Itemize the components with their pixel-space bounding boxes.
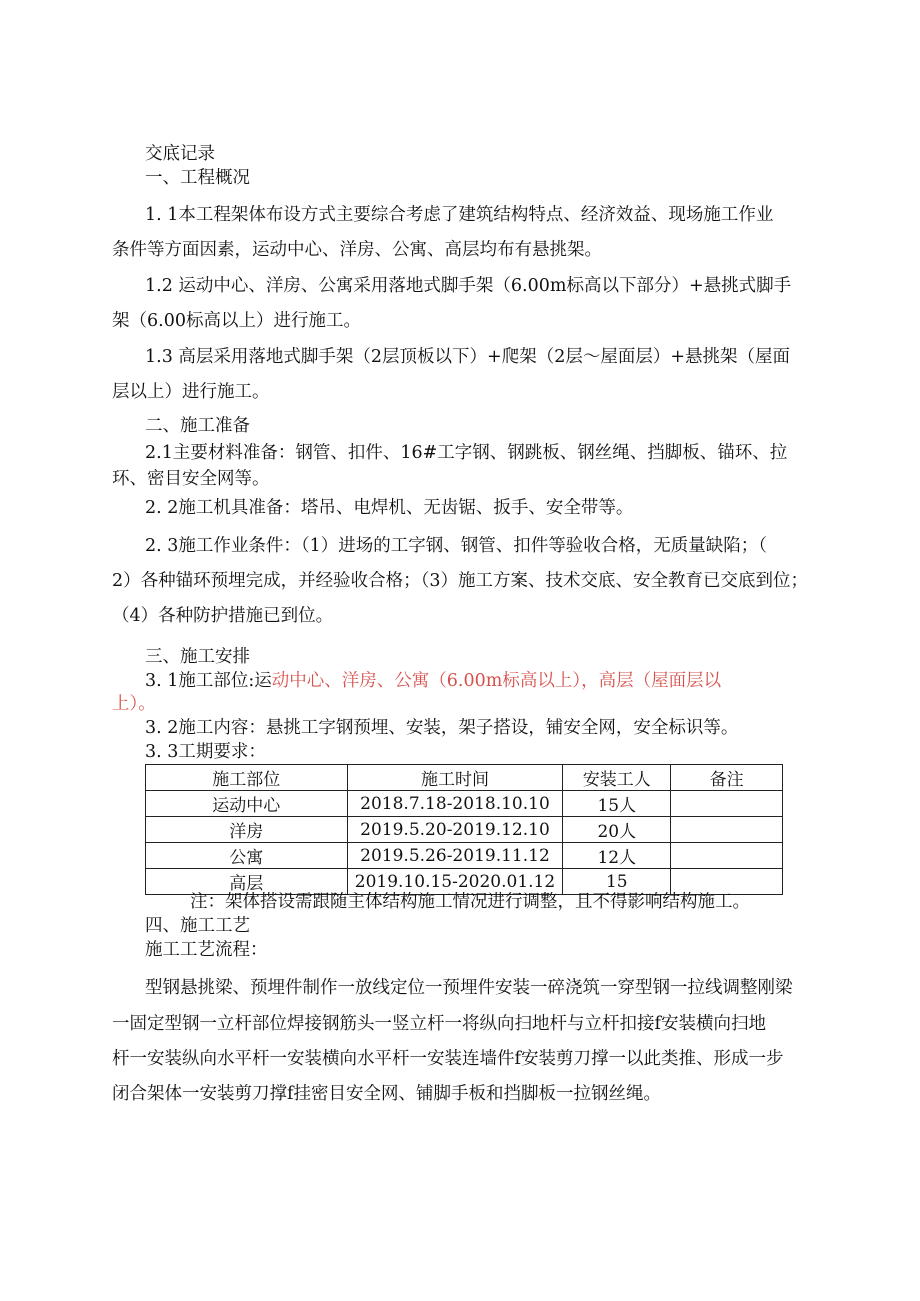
- paragraph-3-1-highlight: 动中心、洋房、公寓（6.00m标高以上），高层（屋面层以: [271, 671, 722, 691]
- paragraph-3-2: 3. 2施工内容：悬挑工字钢预埋、安装，架子搭设，铺安全网，安全标识等。: [145, 718, 739, 738]
- schedule-table: [145, 764, 783, 895]
- document-title: 交底记录: [145, 144, 215, 164]
- table-row: [146, 817, 783, 843]
- table-cell: 高层: [146, 869, 348, 895]
- table-header-cell: 施工部位: [146, 765, 348, 791]
- table-cell: 2019.5.26-2019.11.12: [347, 843, 563, 869]
- table-header-cell: 备注: [671, 765, 783, 791]
- paragraph-2-3-line-1: 2. 3施工作业条件：（1）进场的工字钢、钢管、扣件等验收合格，无质量缺陷；（: [145, 536, 768, 556]
- paragraph-3-3: 3. 3工期要求：: [145, 742, 266, 762]
- paragraph-1-3-line-1: 1.3 高层采用落地式脚手架（2层顶板以下）+爬架（2层～屋面层）+悬挑架（屋面: [145, 347, 790, 367]
- table-header-cell: 安装工人: [563, 765, 671, 791]
- paragraph-3-1-line-2: 上）。: [112, 694, 156, 714]
- table-cell: [671, 843, 783, 869]
- section-4-heading: 四、施工工艺: [145, 916, 250, 936]
- section-3-heading: 三、施工安排: [145, 647, 250, 667]
- paragraph-2-3-line-3: （4）各种防护措施已到位。: [112, 606, 334, 626]
- table-header-row: [146, 765, 783, 791]
- paragraph-1-3-line-2: 层以上）进行施工。: [112, 382, 270, 402]
- table-cell: [671, 817, 783, 843]
- table-cell: [671, 791, 783, 817]
- table-row: [146, 791, 783, 817]
- process-flow-heading: 施工工艺流程：: [145, 940, 268, 960]
- table-cell: 公寓: [146, 843, 348, 869]
- table-cell: 15人: [563, 791, 671, 817]
- paragraph-3-1-line-1: [145, 669, 835, 693]
- table-cell: 12人: [563, 843, 671, 869]
- table-cell: 运动中心: [146, 791, 348, 817]
- table-header-cell: 施工时间: [347, 765, 563, 791]
- paragraph-1-2-line-1: 1.2 运动中心、洋房、公寓采用落地式脚手架（6.00m标高以下部分）+悬挑式脚手: [145, 276, 792, 296]
- process-flow-line-1: 型钢悬挑梁、预埋件制作一放线定位一预埋件安装一碎浇筑一穿型钢一拉线调整刚梁: [145, 978, 793, 998]
- table-cell: 洋房: [146, 817, 348, 843]
- table-cell: 2019.5.20-2019.12.10: [347, 817, 563, 843]
- section-1-heading: 一、工程概况: [145, 168, 250, 188]
- process-flow-line-4: 闭合架体一安装剪刀撑f挂密目安全网、铺脚手板和挡脚板一拉钢丝绳。: [112, 1084, 661, 1104]
- table-row: [146, 843, 783, 869]
- paragraph-3-1-prefix: 3. 1施工部位:运: [145, 671, 272, 691]
- paragraph-2-3-line-2: 2）各种锚环预埋完成，并经验收合格；（3）施工方案、技术交底、安全教育已交底到位；: [112, 571, 809, 591]
- table-cell: 2018.7.18-2018.10.10: [347, 791, 563, 817]
- process-flow-line-3: 杆一安装纵向水平杆一安装横向水平杆一安装连墙件f安装剪刀撑一以此类推、形成一步: [112, 1049, 784, 1069]
- paragraph-2-2: 2. 2施工机具准备：塔吊、电焊机、无齿锯、扳手、安全带等。: [145, 498, 634, 518]
- table-cell: 15: [563, 869, 671, 895]
- paragraph-1-1-line-2: 条件等方面因素，运动中心、洋房、公寓、高层均布有悬挑架。: [112, 240, 602, 260]
- paragraph-1-1-line-1: 1. 1本工程架体布设方式主要综合考虑了建筑结构特点、经济效益、现场施工作业: [145, 205, 774, 225]
- section-2-heading: 二、施工准备: [145, 416, 250, 436]
- paragraph-2-1-line-1: 2.1主要材料准备：钢管、扣件、16#工字钢、钢跳板、钢丝绳、挡脚板、锚环、拉: [145, 443, 788, 463]
- paragraph-1-2-line-2: 架（6.00标高以上）进行施工。: [112, 311, 361, 331]
- process-flow-line-2: 一固定型钢一立杆部位焊接钢筋头一竖立杆一将纵向扫地杆与立杆扣接f安装横向扫地: [112, 1014, 766, 1034]
- paragraph-2-1-line-2: 环、密目安全网等。: [112, 469, 270, 489]
- table-note: 注：架体搭设需跟随主体结构施工情况进行调整，且不得影响结构施工。: [190, 892, 750, 912]
- table-cell: 20人: [563, 817, 671, 843]
- table-cell: 2019.10.15-2020.01.12: [347, 869, 563, 895]
